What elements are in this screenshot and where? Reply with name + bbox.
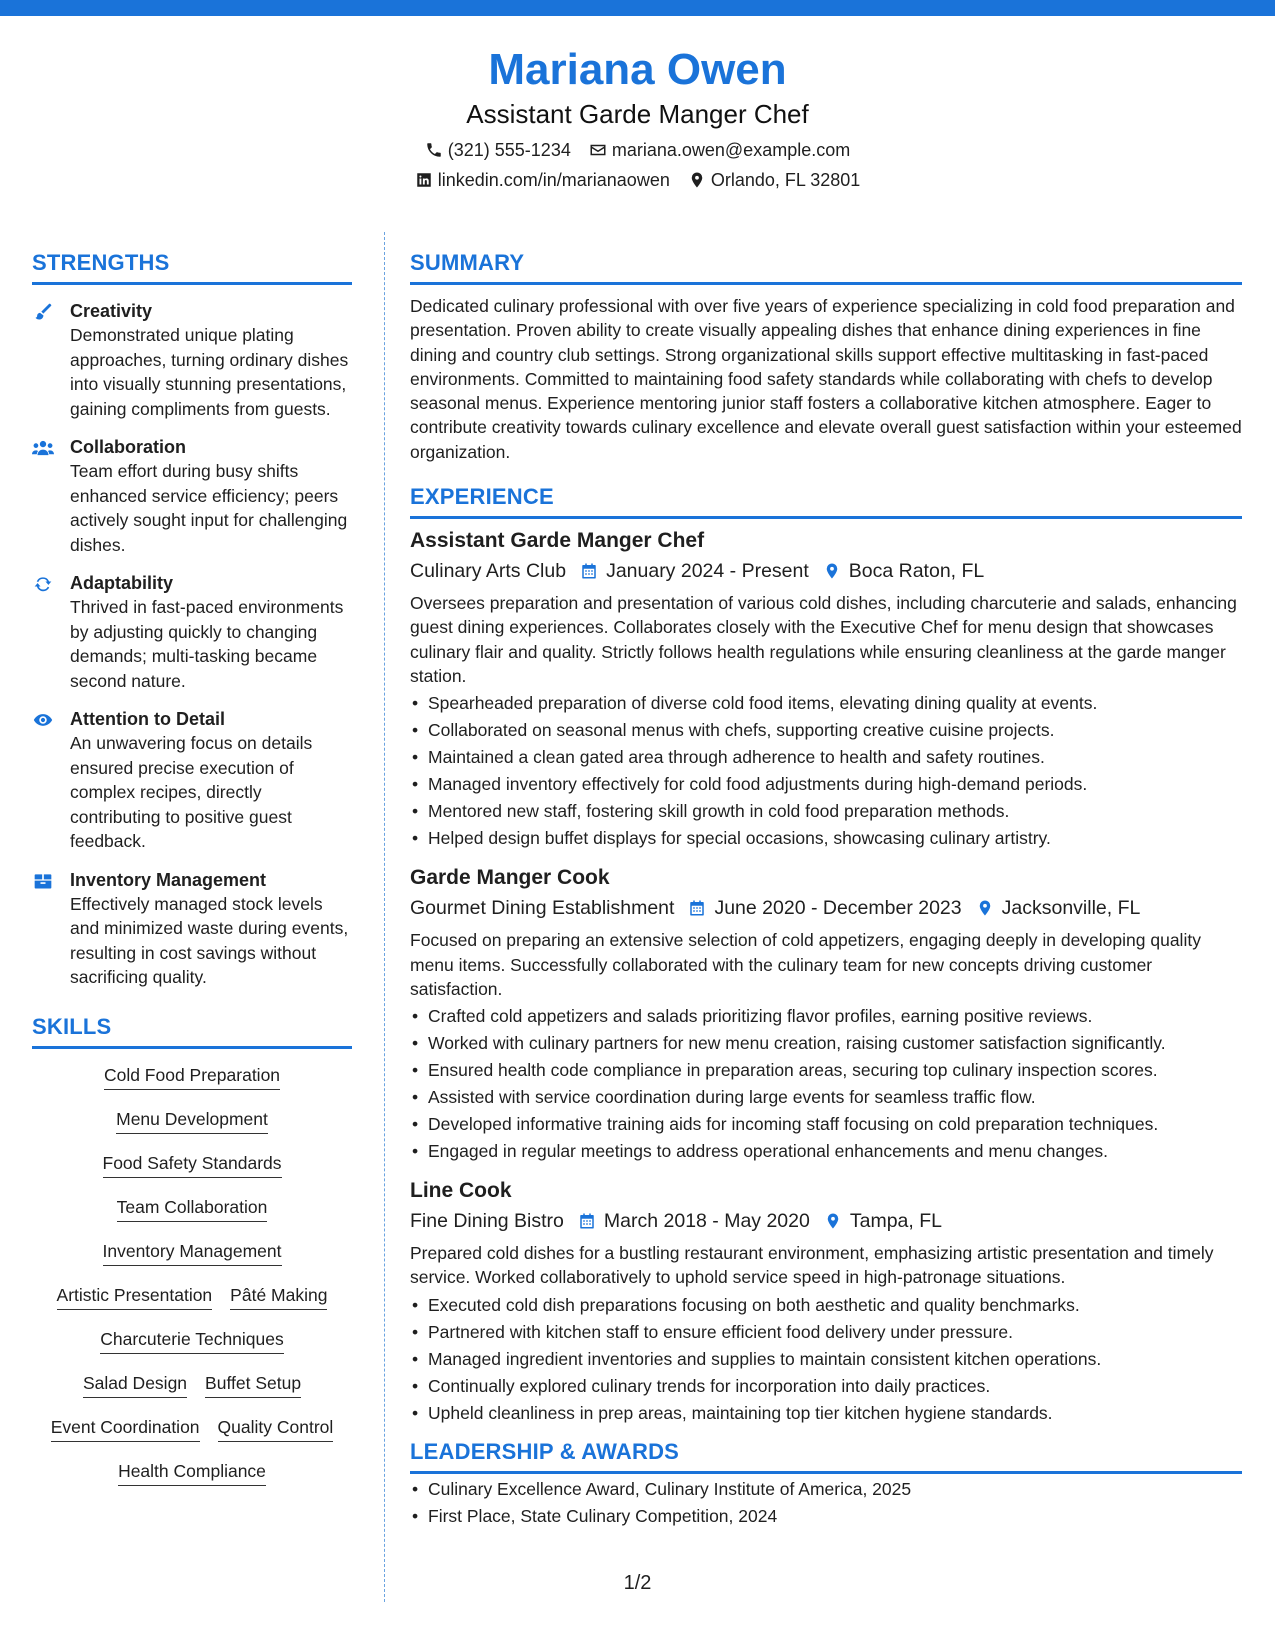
- map-pin-icon: [976, 898, 994, 918]
- awards-heading: LEADERSHIP & AWARDS: [410, 1437, 1242, 1474]
- left-column: [32, 248, 352, 1486]
- job-location: Boca Raton, FL: [848, 560, 985, 583]
- bullet-item: • Continually explored culinary trends for incorporation into daily practices.: [410, 1373, 1242, 1400]
- job-bullets: [410, 1003, 1242, 1165]
- job-company: Culinary Arts Club: [410, 560, 567, 583]
- location-contact: [688, 168, 860, 192]
- candidate-name: Mariana Owen: [488, 45, 787, 94]
- column-divider: [384, 232, 385, 1602]
- job-title: Garde Manger Cook: [410, 866, 610, 890]
- linkedin-text: linkedin.com/in/marianaowen: [437, 170, 670, 190]
- award-item: • Culinary Excellence Award, Culinary Institute of America, 2025: [410, 1476, 1242, 1503]
- awards-section: [410, 1437, 1242, 1530]
- bullet-item: • Managed ingredient inventories and supplies to maintain consistent kitchen operations.: [410, 1346, 1242, 1373]
- strengths-list: [32, 299, 352, 990]
- job-dates: January 2024 - Present: [606, 560, 809, 583]
- bullet-item: • Spearheaded preparation of diverse cold food items, elevating dining quality at events.: [410, 690, 1242, 717]
- strength-item: [32, 571, 352, 693]
- linkedin-contact[interactable]: [415, 168, 670, 192]
- skill-tag: Team Collaboration: [117, 1195, 268, 1222]
- bullet-item: • Executed cold dish preparations focusing on both aesthetic and quality benchmarks.: [410, 1292, 1242, 1319]
- job-entry: [410, 864, 1242, 1165]
- linkedin-icon: [415, 171, 433, 189]
- bullet-item: • Crafted cold appetizers and salads prioritizing flavor profiles, earning positive reviews.: [410, 1003, 1242, 1030]
- strength-title: Adaptability: [70, 573, 174, 593]
- skill-tag: Charcuterie Techniques: [100, 1327, 284, 1354]
- strength-title: Collaboration: [70, 437, 186, 457]
- skill-tag: Food Safety Standards: [103, 1151, 282, 1178]
- bullet-item: • Maintained a clean gated area through adherence to health and safety routines.: [410, 744, 1242, 771]
- bullet-item: • Managed inventory effectively for cold food adjustments during high-demand periods.: [410, 771, 1242, 798]
- experience-section: [410, 482, 1242, 1427]
- location-text: Orlando, FL 32801: [710, 170, 861, 190]
- skill-tag: Health Compliance: [118, 1459, 266, 1486]
- email-contact[interactable]: [589, 138, 850, 162]
- users-icon: [32, 438, 54, 458]
- bullet-item: • Upheld cleanliness in prep areas, maintaining top tier kitchen hygiene standards.: [410, 1400, 1242, 1427]
- bullet-item: • Helped design buffet displays for special occasions, showcasing culinary artistry.: [410, 825, 1242, 852]
- strength-item: [32, 707, 352, 854]
- job-bullets: [410, 690, 1242, 852]
- strength-title: Attention to Detail: [70, 709, 225, 729]
- job-meta: [410, 557, 1242, 585]
- top-accent-bar: [0, 0, 1275, 16]
- job-company: Fine Dining Bistro: [410, 1210, 564, 1233]
- bullet-item: • Assisted with service coordination during large events for seamless traffic flow.: [410, 1084, 1242, 1111]
- skills-heading: SKILLS: [32, 1012, 352, 1049]
- job-meta: [410, 1207, 1242, 1235]
- bullet-item: • Developed informative training aids for incoming staff focusing on cold preparation techniques.: [410, 1111, 1242, 1138]
- job-entry: [410, 1177, 1242, 1427]
- bullet-item: • Worked with culinary partners for new menu creation, raising customer satisfaction significantly.: [410, 1030, 1242, 1057]
- skill-tag: Event Coordination: [51, 1415, 200, 1442]
- job-company: Gourmet Dining Establishment: [410, 897, 675, 920]
- email-text: mariana.owen@example.com: [611, 140, 851, 160]
- award-item: • First Place, State Culinary Competition, 2024: [410, 1503, 1242, 1530]
- strength-description: An unwavering focus on details ensured precise execution of complex recipes, directly contributing to positive guest feedback.: [70, 733, 313, 851]
- experience-heading: EXPERIENCE: [410, 482, 1242, 519]
- job-description: Oversees preparation and presentation of various cold dishes, including charcuterie and salads, enhancing guest dining experiences. Collaborates closely with the Executive Chef for menu design that showcases culinary flair and quality. Strictly follows health regulations while ensuring cleanliness at the garde manger station.: [410, 593, 1237, 686]
- strengths-heading: STRENGTHS: [32, 248, 352, 285]
- sync-icon: [32, 574, 54, 594]
- summary-heading: SUMMARY: [410, 248, 1242, 285]
- calendar-icon: [580, 561, 598, 581]
- phone-contact: [425, 138, 571, 162]
- bullet-item: • Ensured health code compliance in preparation areas, securing top culinary inspection scores.: [410, 1057, 1242, 1084]
- box-icon: [32, 871, 54, 891]
- contact-row-2: [0, 168, 1275, 192]
- strength-description: Demonstrated unique plating approaches, turning ordinary dishes into visually stunning presentations, gaining compliments from guests.: [70, 325, 349, 419]
- right-column: [410, 248, 1242, 1530]
- calendar-icon: [578, 1211, 596, 1231]
- resume-header: [0, 44, 1275, 192]
- skill-tag: Cold Food Preparation: [104, 1063, 280, 1090]
- strength-item: [32, 299, 352, 421]
- skills-list: [32, 1063, 352, 1486]
- job-description: Focused on preparing an extensive selection of cold appetizers, engaging deeply in developing quality menu items. Successfully collaborated with the culinary team for new concepts driving customer satisfaction.: [410, 930, 1201, 999]
- eye-icon: [32, 710, 54, 730]
- job-meta: [410, 894, 1242, 922]
- strength-description: Effectively managed stock levels and minimized waste during events, resulting in cost savings without sacrificing quality.: [70, 893, 349, 987]
- skill-tag: Quality Control: [218, 1415, 334, 1442]
- skill-tag: Buffet Setup: [205, 1371, 301, 1398]
- paintbrush-icon: [32, 302, 54, 322]
- job-description: Prepared cold dishes for a bustling restaurant environment, emphasizing artistic presentation and timely service. Worked collaboratively to uphold service speed in high-patronage situations.: [410, 1243, 1214, 1288]
- summary-text: Dedicated culinary professional with over five years of experience specializing in cold food preparation and presentation. Proven ability to create visually appealing dishes that enhance dining experiences in fine dining and country club settings. Strong organizational skills support effective multitasking in fast-paced environments. Committed to maintaining food safety standards while collaborating with chefs to develop seasonal menus. Experience mentoring junior staff fosters a collaborative kitchen atmosphere. Eager to contribute creativity towards culinary excellence and elevate overall guest satisfaction within your esteemed organization.: [410, 296, 1242, 462]
- awards-list: [410, 1476, 1242, 1530]
- job-dates: June 2020 - December 2023: [714, 897, 962, 920]
- job-dates: March 2018 - May 2020: [603, 1210, 810, 1233]
- job-title: Line Cook: [410, 1179, 512, 1203]
- skill-tag: Menu Development: [116, 1107, 268, 1134]
- job-location: Jacksonville, FL: [1001, 897, 1141, 920]
- job-title: Assistant Garde Manger Chef: [410, 529, 705, 553]
- skill-tag: Artistic Presentation: [57, 1283, 213, 1310]
- map-pin-icon: [688, 171, 706, 189]
- bullet-item: • Mentored new staff, fostering skill growth in cold food preparation methods.: [410, 798, 1242, 825]
- bullet-item: • Partnered with kitchen staff to ensure efficient food delivery under pressure.: [410, 1319, 1242, 1346]
- page-number: 1/2: [623, 1572, 652, 1594]
- map-pin-icon: [823, 561, 841, 581]
- skill-tag: Inventory Management: [103, 1239, 282, 1266]
- map-pin-icon: [824, 1211, 842, 1231]
- skills-section: [32, 1012, 352, 1486]
- skill-tag: Salad Design: [83, 1371, 187, 1398]
- strength-item: [32, 435, 352, 557]
- skill-tag: Pâté Making: [230, 1283, 327, 1310]
- strength-description: Team effort during busy shifts enhanced service efficiency; peers actively sought input for challenging dishes.: [70, 461, 348, 555]
- strength-title: Inventory Management: [70, 869, 267, 890]
- strength-description: Thrived in fast-paced environments by adjusting quickly to changing demands; multi-tasking became second nature.: [70, 597, 344, 691]
- bullet-item: • Engaged in regular meetings to address operational enhancements and menu changes.: [410, 1138, 1242, 1165]
- job-location: Tampa, FL: [849, 1210, 942, 1233]
- strength-item: [32, 868, 352, 990]
- job-bullets: [410, 1292, 1242, 1427]
- phone-text: (321) 555-1234: [447, 140, 571, 160]
- phone-icon: [425, 141, 443, 159]
- envelope-icon: [589, 141, 607, 159]
- strength-title: Creativity: [70, 301, 153, 321]
- bullet-item: • Collaborated on seasonal menus with chefs, supporting creative cuisine projects.: [410, 717, 1242, 744]
- contact-row-1: [0, 138, 1275, 162]
- calendar-icon: [688, 898, 706, 918]
- job-entry: [410, 527, 1242, 852]
- candidate-title: Assistant Garde Manger Chef: [466, 99, 809, 129]
